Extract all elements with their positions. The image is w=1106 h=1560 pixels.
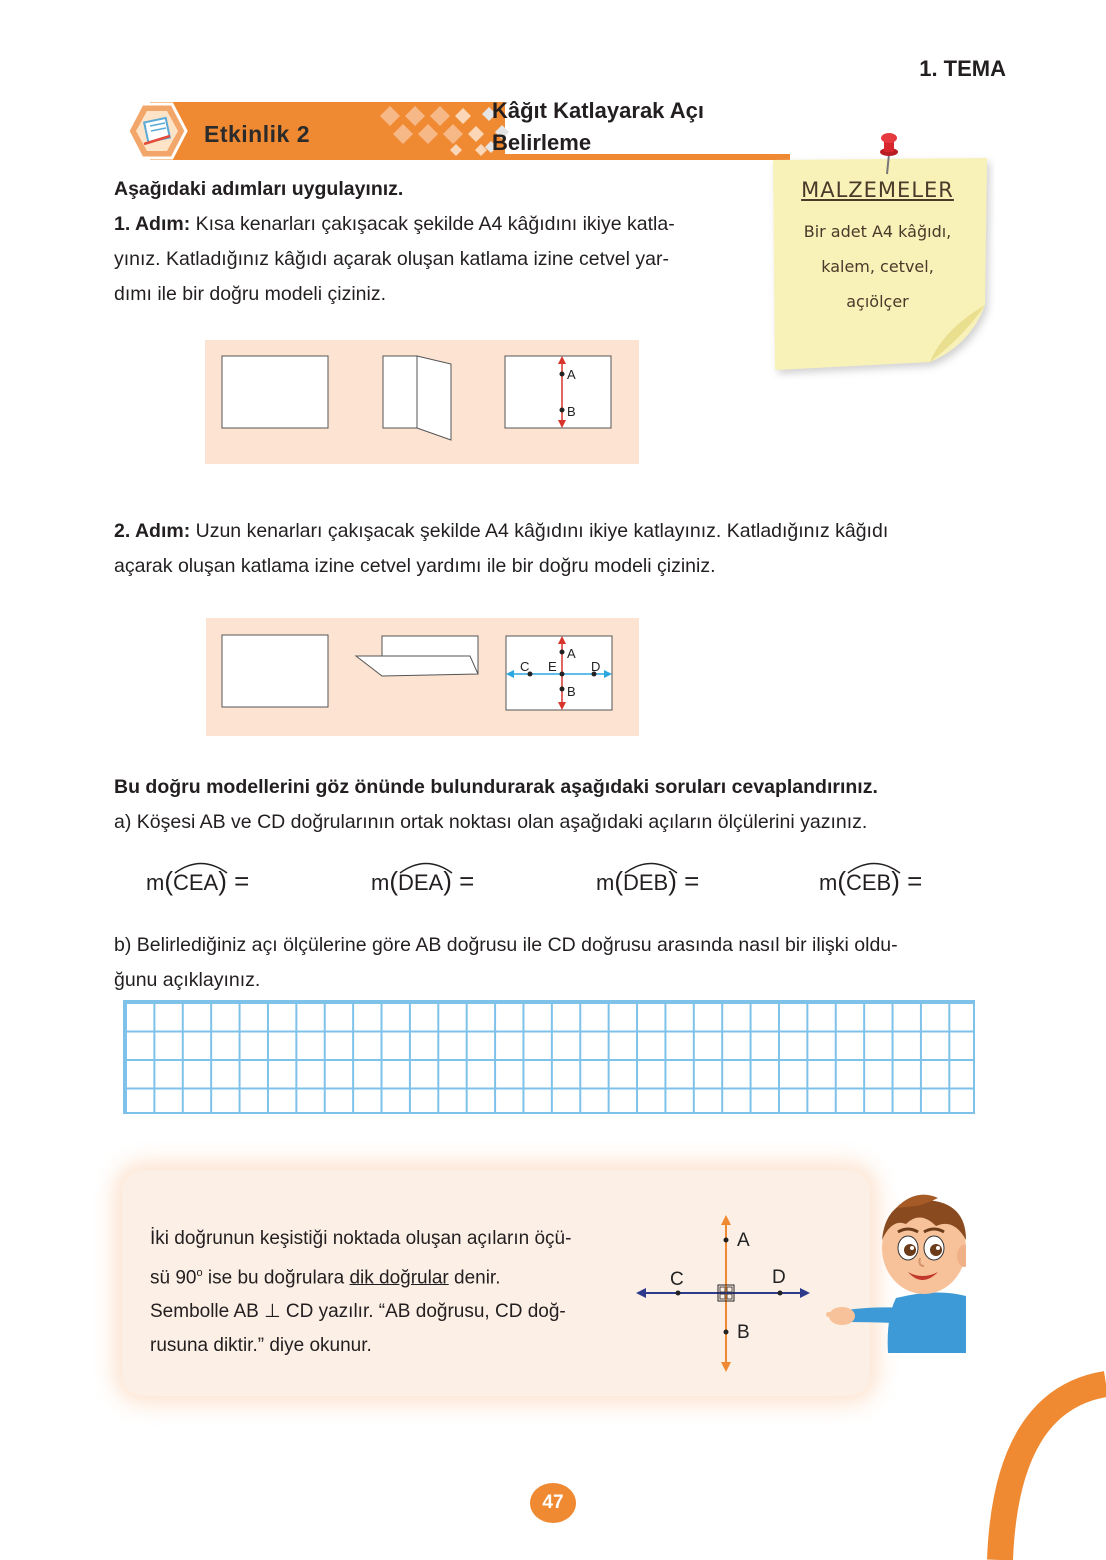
page-number: 47 bbox=[530, 1483, 576, 1523]
diagram-label-b: B bbox=[737, 1322, 750, 1343]
info-line2-post: denir. bbox=[448, 1267, 501, 1289]
step2-label-d: D bbox=[591, 659, 601, 674]
materials-list bbox=[780, 214, 975, 319]
step2-line2: açarak oluşan katlama izine cetvel yardımı ile bir doğru modeli çiziniz. bbox=[114, 555, 716, 577]
step1-label-b: B bbox=[567, 404, 576, 419]
materials-title-text: MALZEMELER bbox=[801, 178, 954, 202]
paren-close-equals: ) = bbox=[891, 866, 923, 896]
step1-label-a: A bbox=[567, 367, 576, 382]
step2-label-b: B bbox=[567, 684, 576, 699]
arc-label bbox=[173, 870, 218, 896]
arc-label bbox=[846, 870, 891, 896]
m-label: m bbox=[819, 870, 838, 895]
arc-label bbox=[398, 870, 443, 896]
question-b-line1: b) Belirlediğiniz açı ölçülerine göre AB doğrusu ile CD doğrusu arasında nasıl bir ilişki oldu- bbox=[114, 934, 898, 956]
arc-hat-icon bbox=[623, 860, 679, 874]
instructions-intro: Aşağıdaki adımları uygulayınız. bbox=[114, 178, 404, 200]
boy-illustration bbox=[826, 1188, 966, 1353]
step2-label-c: C bbox=[520, 659, 530, 674]
step1-text bbox=[114, 172, 764, 312]
step2-line1 bbox=[114, 514, 1014, 549]
step1-line3: dımı ile bir doğru modeli çiziniz. bbox=[114, 283, 387, 305]
question-b bbox=[114, 928, 1034, 998]
perpendicular-lines-term: dik doğrular bbox=[349, 1267, 449, 1289]
step2-label-e: E bbox=[548, 659, 557, 674]
paren-open: ( bbox=[837, 866, 846, 896]
step1-line1 bbox=[114, 207, 764, 242]
m-label: m bbox=[596, 870, 615, 895]
step2-line1-text: Uzun kenarları çakışacak şekilde A4 kâğıdını ikiye katlayınız. Katladığınız kâğıdı bbox=[195, 520, 889, 542]
diagram-label-a: A bbox=[737, 1230, 750, 1251]
activity-title-line1: Kâğıt Katlayarak Açı bbox=[492, 98, 704, 123]
info-line2-mid: ise bu doğrulara bbox=[202, 1267, 350, 1289]
arc-hat-icon bbox=[173, 860, 229, 874]
theme-label: 1. TEMA bbox=[919, 56, 1006, 81]
info-line1: İki doğrunun keşistiği noktada oluşan açıların öçü- bbox=[150, 1228, 572, 1249]
paren-open: ( bbox=[389, 866, 398, 896]
activity-label: Etkinlik 2 bbox=[204, 121, 310, 147]
activity-title bbox=[492, 95, 704, 159]
step1-figure bbox=[205, 340, 639, 464]
step1-line1-text: Kısa kenarları çakışacak şekilde A4 kâğıdını ikiye katla- bbox=[195, 213, 675, 235]
arc-text: DEB bbox=[623, 870, 669, 895]
info-line2 bbox=[150, 1256, 571, 1295]
paren-close-equals: ) = bbox=[218, 866, 250, 896]
angle-dea bbox=[371, 866, 474, 897]
paren-close-equals: ) = bbox=[668, 866, 700, 896]
info-line3: Sembolle AB ⊥ CD yazılır. “AB doğrusu, CD doğ- bbox=[150, 1301, 566, 1323]
arc-hat-icon bbox=[398, 860, 454, 874]
degree-symbol: o bbox=[196, 1267, 203, 1279]
paren-open: ( bbox=[164, 866, 173, 896]
info-text bbox=[150, 1222, 571, 1363]
step2-label: 2. Adım: bbox=[114, 520, 191, 542]
paren-close-equals: ) = bbox=[443, 866, 475, 896]
diagram-label-d: D bbox=[772, 1267, 786, 1288]
question-b-line2: ğunu açıklayınız. bbox=[114, 969, 261, 991]
question-a: a) Köşesi AB ve CD doğrularının ortak noktası olan aşağıdaki açıların ölçülerini yazınız. bbox=[114, 811, 868, 833]
m-label: m bbox=[371, 870, 390, 895]
arc-hat-icon bbox=[846, 860, 902, 874]
angle-deb bbox=[596, 866, 699, 897]
materials-line1: Bir adet A4 kâğıdı, bbox=[803, 222, 952, 241]
materials-line3: açıölçer bbox=[846, 292, 909, 311]
paren-open: ( bbox=[614, 866, 623, 896]
info-line4: rusuna diktir.” diye okunur. bbox=[150, 1335, 372, 1357]
arc-text: CEB bbox=[846, 870, 892, 895]
arc-text: CEA bbox=[173, 870, 219, 895]
corner-arc-decoration bbox=[976, 1370, 1106, 1560]
perpendicular-diagram bbox=[630, 1210, 820, 1380]
step1-line2: yınız. Katladığınız kâğıdı açarak oluşan katlama izine cetvel yar- bbox=[114, 248, 669, 270]
materials-title bbox=[780, 178, 975, 202]
questions-intro: Bu doğru modellerini göz önünde bulundurarak aşağıdaki soruları cevaplandırınız. bbox=[114, 776, 878, 798]
materials-line2: kalem, cetvel, bbox=[821, 257, 934, 276]
angle-ceb bbox=[819, 866, 922, 897]
arc-label bbox=[623, 870, 668, 896]
arc-text: DEA bbox=[398, 870, 444, 895]
answer-grid[interactable] bbox=[123, 1000, 975, 1114]
step2-text bbox=[114, 514, 1014, 584]
info-line2-pre: sü 90 bbox=[150, 1267, 197, 1289]
step2-figure bbox=[206, 618, 639, 736]
step2-label-a: A bbox=[567, 646, 576, 661]
activity-title-line2: Belirleme bbox=[492, 130, 592, 155]
step1-label: 1. Adım: bbox=[114, 213, 191, 235]
angle-cea bbox=[146, 866, 249, 897]
m-label: m bbox=[146, 870, 165, 895]
diagram-label-c: C bbox=[670, 1269, 684, 1290]
questions-block bbox=[114, 770, 1034, 840]
